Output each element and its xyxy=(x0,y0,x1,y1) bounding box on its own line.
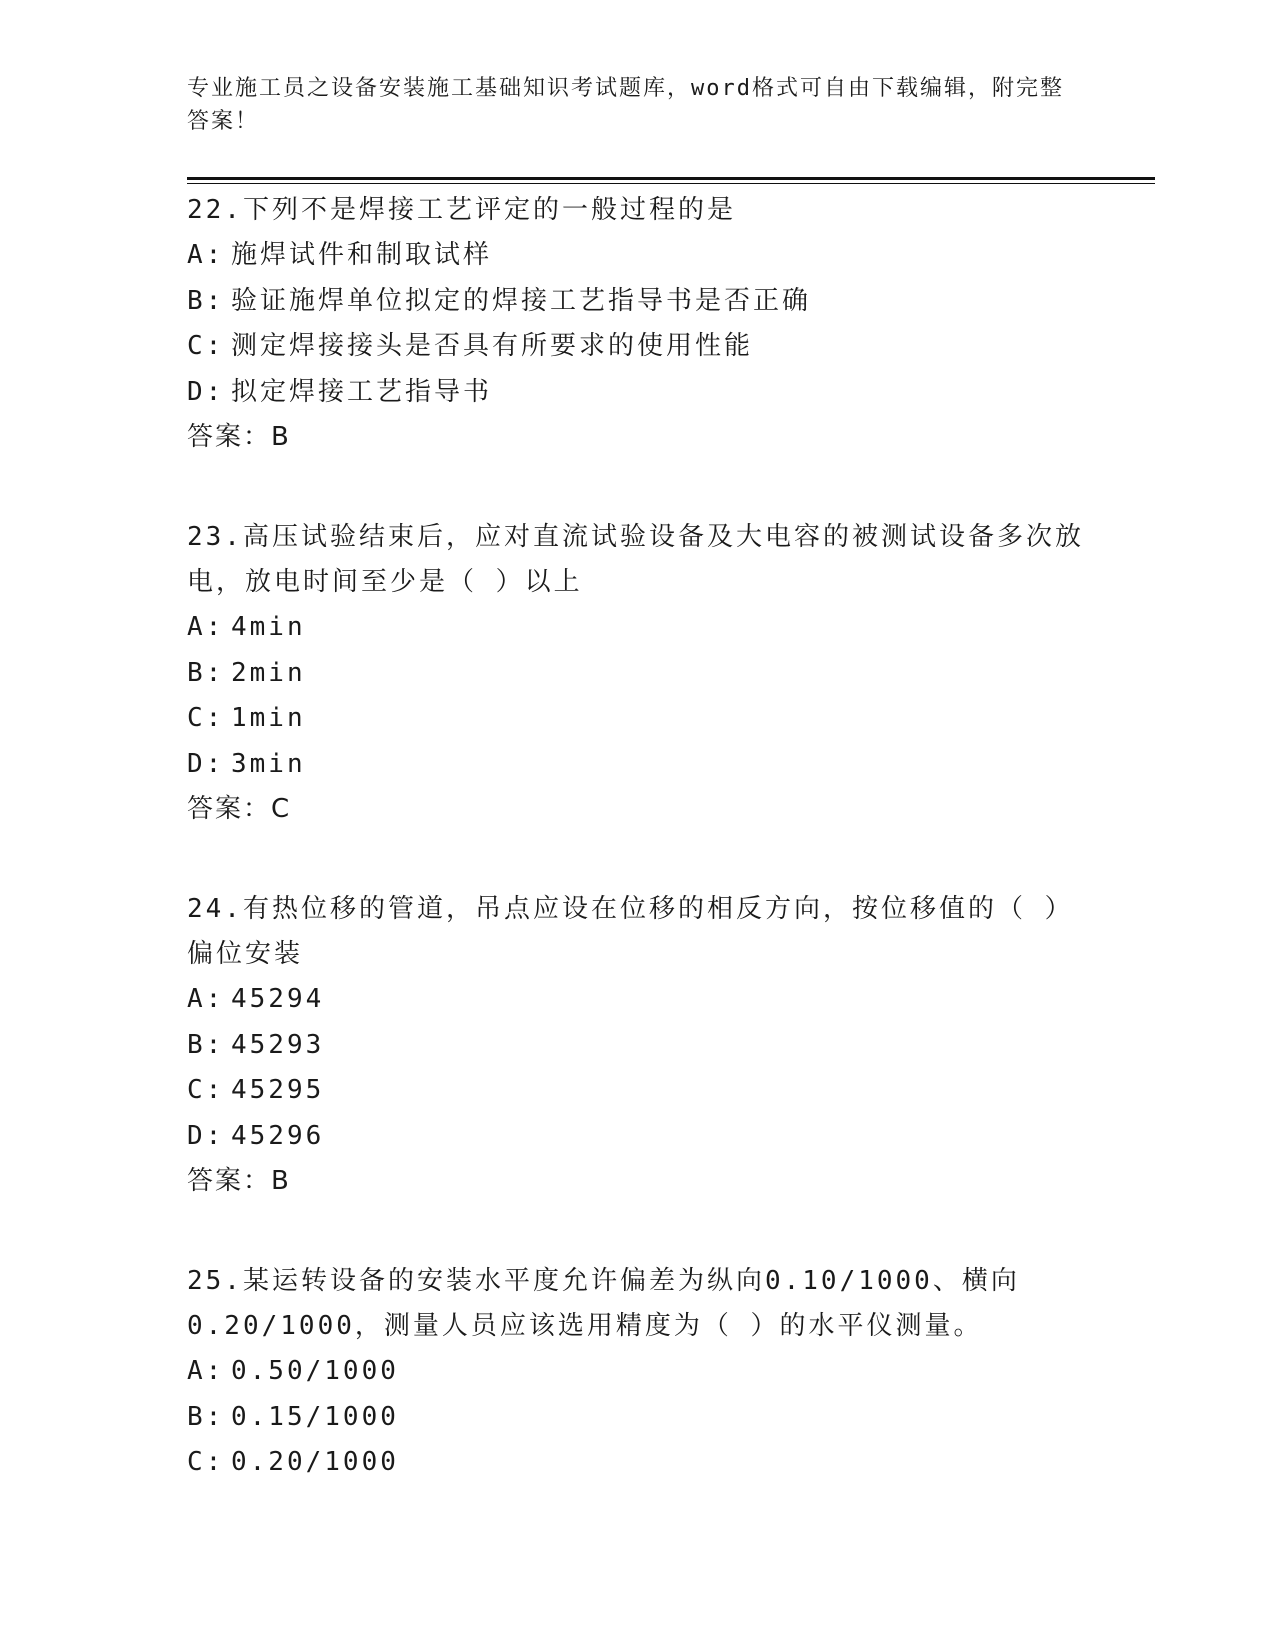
document-header: 专业施工员之设备安装施工基础知识考试题库，word格式可自由下载编辑，附完整答案！ xyxy=(187,76,1064,134)
option-c xyxy=(187,1440,1087,1486)
option-d xyxy=(187,742,1087,788)
option-a xyxy=(187,233,1087,279)
answer-text: 答案：B xyxy=(187,1166,291,1196)
option-b xyxy=(187,1023,1087,1069)
option-b xyxy=(187,1395,1087,1441)
option-label: B: xyxy=(187,657,225,688)
option-text: 45295 xyxy=(231,1075,325,1105)
question-stem: 22.下列不是焊接工艺评定的一般过程的是 xyxy=(187,195,736,225)
option-a xyxy=(187,1349,1087,1395)
option-text: 1min xyxy=(231,703,306,733)
header-rule-thin xyxy=(187,183,1155,184)
answer-text: 答案：C xyxy=(187,794,292,824)
option-c xyxy=(187,324,1087,370)
question-23 xyxy=(187,515,1087,832)
question-stem: 25.某运转设备的安装水平度允许偏差为纵向0.10/1000、横向0.20/1000，测量人员应该选用精度为（ ）的水平仪测量。 xyxy=(187,1266,1020,1341)
option-label: D: xyxy=(187,1120,225,1151)
option-label: D: xyxy=(187,376,225,407)
option-c xyxy=(187,1068,1087,1114)
option-text: 施焊试件和制取试样 xyxy=(231,240,493,270)
option-text: 45293 xyxy=(231,1029,325,1060)
option-text: 45296 xyxy=(231,1120,325,1151)
question-stem: 23.高压试验结束后，应对直流试验设备及大电容的被测试设备多次放电，放电时间至少是（ ）以上 xyxy=(187,522,1084,597)
option-a xyxy=(187,605,1087,651)
option-label: B: xyxy=(187,1401,225,1432)
option-b xyxy=(187,279,1087,325)
option-label: D: xyxy=(187,748,225,779)
question-22 xyxy=(187,188,1087,460)
option-a xyxy=(187,977,1087,1023)
option-label: A: xyxy=(187,1356,225,1386)
option-text: 3min xyxy=(231,748,306,779)
option-c xyxy=(187,696,1087,742)
option-label: B: xyxy=(187,1029,225,1060)
option-label: C: xyxy=(187,1075,225,1105)
option-label: A: xyxy=(187,612,225,642)
option-text: 0.15/1000 xyxy=(231,1401,399,1432)
question-stem: 24.有热位移的管道，吊点应设在位移的相反方向，按位移值的（ ）偏位安装 xyxy=(187,894,1074,969)
option-d xyxy=(187,1114,1087,1160)
option-text: 拟定焊接工艺指导书 xyxy=(231,376,493,407)
option-label: A: xyxy=(187,984,225,1014)
option-text: 2min xyxy=(231,657,306,688)
option-label: C: xyxy=(187,1447,225,1477)
question-list xyxy=(187,188,1087,1541)
header-rule-thick xyxy=(187,177,1155,180)
option-text: 4min xyxy=(231,612,306,642)
question-24 xyxy=(187,887,1087,1204)
option-text: 验证施焊单位拟定的焊接工艺指导书是否正确 xyxy=(231,285,812,316)
option-label: B: xyxy=(187,285,225,316)
option-b xyxy=(187,651,1087,697)
answer-text: 答案：B xyxy=(187,422,291,452)
option-d xyxy=(187,370,1087,416)
question-25 xyxy=(187,1259,1087,1486)
option-text: 测定焊接接头是否具有所要求的使用性能 xyxy=(231,331,754,361)
option-text: 45294 xyxy=(231,984,325,1014)
option-text: 0.50/1000 xyxy=(231,1356,399,1386)
option-label: C: xyxy=(187,703,225,733)
option-label: A: xyxy=(187,240,225,270)
option-text: 0.20/1000 xyxy=(231,1447,399,1477)
option-label: C: xyxy=(187,331,225,361)
